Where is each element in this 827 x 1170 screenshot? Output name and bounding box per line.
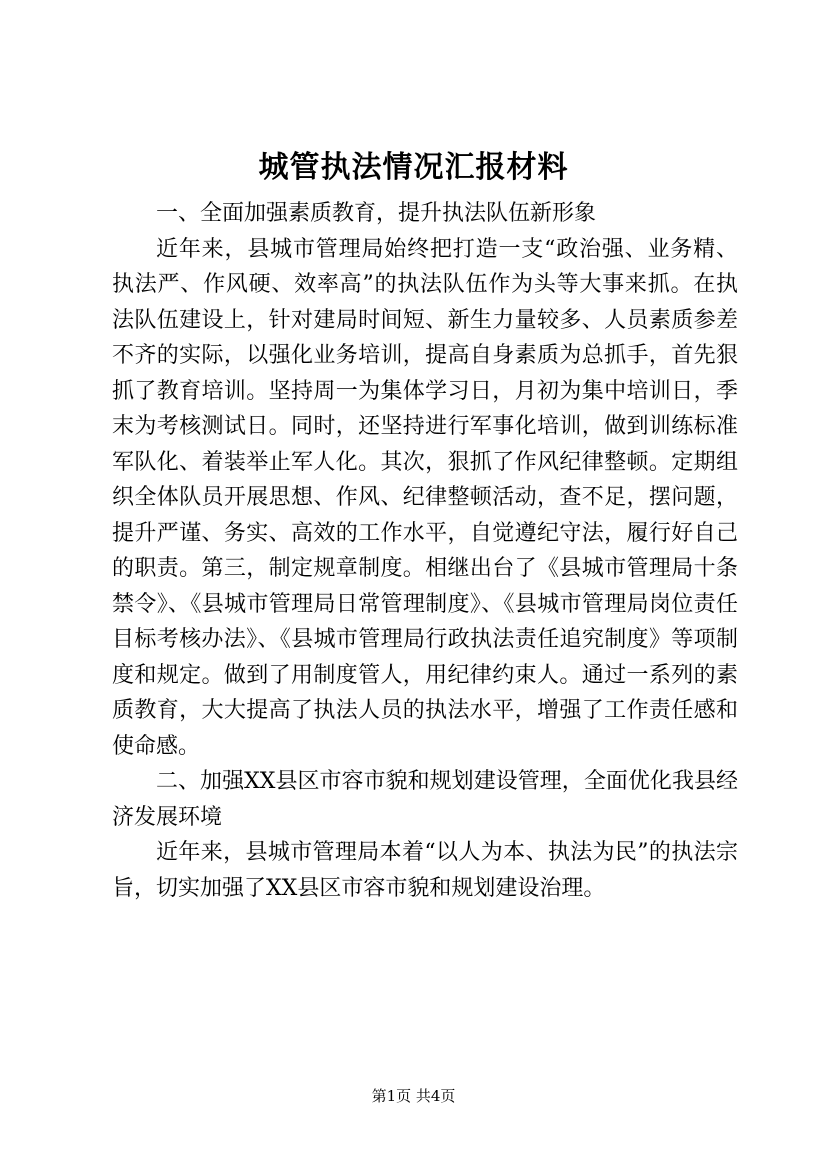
body-paragraph-1: 近年来，县城市管理局始终把打造一支“政治强、业务精、执法严、作风硬、效率高”的执法队伍作为头等大事来抓。在执法队伍建设上，针对建局时间短、新生力量较多、人员素质参差不齐的实际，以强化业务培训，提高自身素质为总抓手，首先狠抓了教育培训。坚持周一为集体学习日，月初为集中培训日，季末为考核测试日。同时，还坚持进行军事化培训，做到训练标准军队化、着装举止军人化。其次，狠抓了作风纪律整顿。定期组织全体队员开展思想、作风、纪律整顿活动，查不足，摆问题，提升严谨、务实、高效的工作水平，自觉遵纪守法，履行好自己的职责。第三，制定规章制度。相继出台了《县城市管理局十条禁令》、《县城市管理局日常管理制度》、《县城市管理局岗位责任目标考核办法》、《县城市管理局行政执法责任追究制度》等项制度和规定。做到了用制度管人，用纪律约束人。通过一系列的素质教育，大大提高了执法人员的执法水平，增强了工作责任感和使命感。 — [112, 236, 738, 759]
section-heading-2: 二、加强XX县区市容市貌和规划建设管理，全面优化我县经济发展环境 — [112, 769, 738, 830]
section-heading-1: 一、全面加强素质教育，提升执法队伍新形象 — [156, 201, 597, 226]
document-body — [112, 196, 738, 906]
page-number-footer: 第1页 共4页 — [371, 1087, 456, 1105]
document-title: 城管执法情况汇报材料 — [258, 150, 569, 185]
body-paragraph-2: 近年来，县城市管理局本着“以人为本、执法为民”的执法宗旨，切实加强了XX县区市容市貌和规划建设治理。 — [112, 840, 738, 901]
